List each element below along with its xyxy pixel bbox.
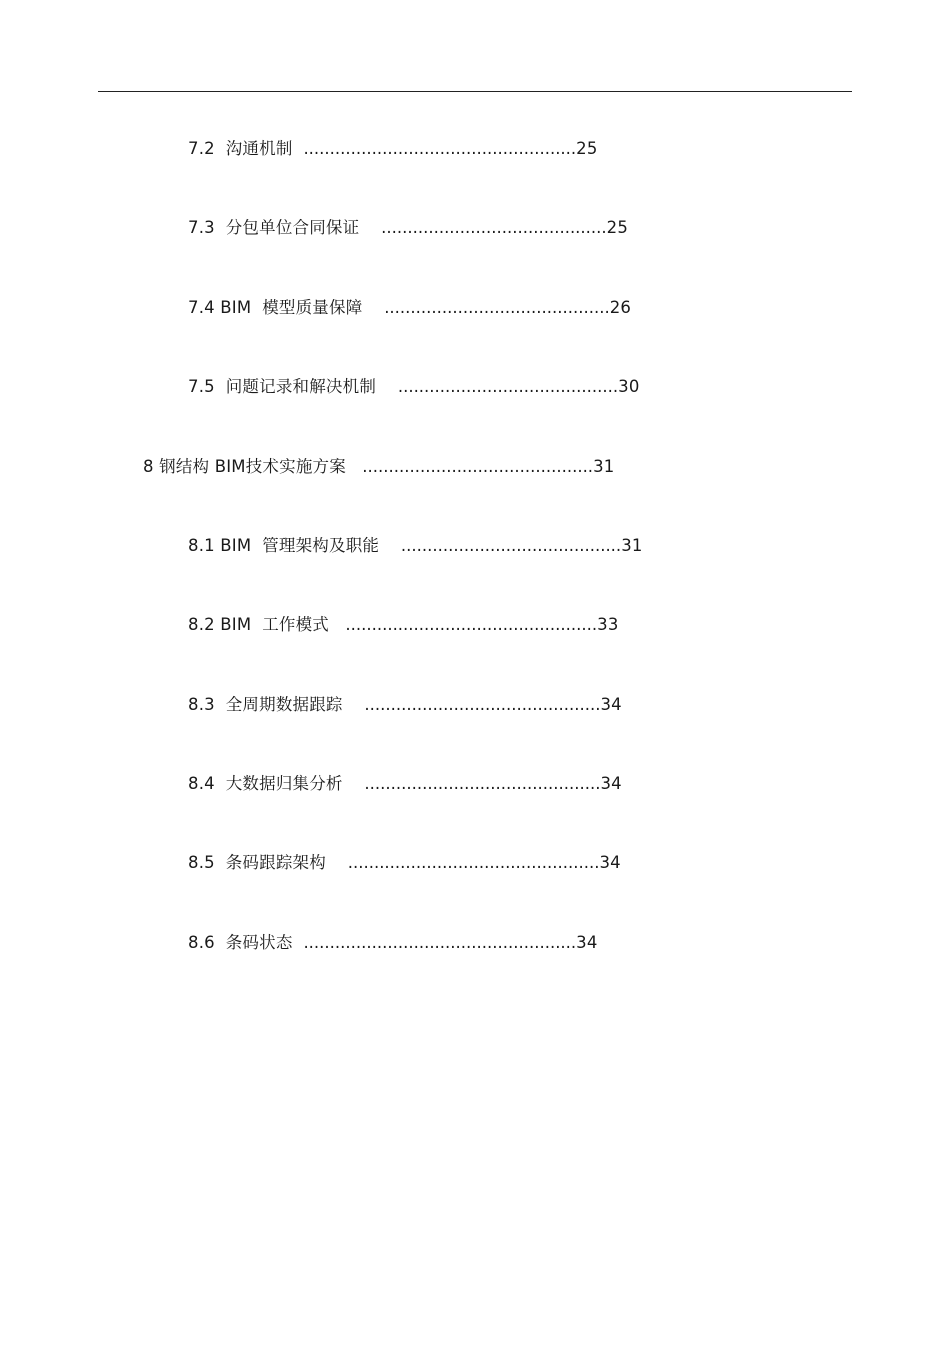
- toc-leader: ....................................................: [303, 933, 577, 952]
- toc-leader: ................................................: [347, 853, 600, 872]
- toc-leader: ............................................: [362, 457, 594, 476]
- toc-leader: .............................................: [364, 774, 601, 793]
- toc-leader: ..........................................: [397, 377, 619, 396]
- toc-title: 全周期数据跟踪: [225, 695, 343, 714]
- toc-title: 模型质量保障: [262, 298, 363, 317]
- toc-number: 8.1 BIM: [188, 536, 252, 555]
- toc-leader: ................................................: [345, 615, 598, 634]
- toc-page-number: 31: [593, 457, 615, 476]
- toc-title: 分包单位合同保证: [225, 218, 360, 237]
- toc-title: 管理架构及职能: [262, 536, 380, 555]
- toc-page-number: 26: [609, 298, 632, 317]
- toc-title: 沟通机制: [225, 139, 293, 158]
- toc-number: 8: [143, 457, 154, 476]
- toc-leader: .............................................: [364, 695, 601, 714]
- toc-title: 条码跟踪架构: [225, 853, 326, 872]
- toc-number: 8.2 BIM: [188, 615, 252, 634]
- toc-entry-7-3[interactable]: [188, 218, 628, 238]
- toc-entry-8-4[interactable]: [188, 774, 622, 794]
- toc-leader: ...........................................: [384, 298, 610, 317]
- toc-number: 7.4 BIM: [188, 298, 252, 317]
- toc-page-number: 25: [576, 139, 598, 158]
- toc-page-number: 34: [576, 933, 598, 952]
- toc-title: 大数据归集分析: [225, 774, 343, 793]
- toc-entry-7-5[interactable]: [188, 377, 640, 397]
- toc-title: 钢结构 BIM技术实施方案: [159, 457, 346, 476]
- toc-entry-8-2[interactable]: [188, 615, 619, 635]
- toc-entry-8-5[interactable]: [188, 853, 621, 873]
- toc-number: 7.2: [188, 139, 215, 158]
- toc-number: 8.6: [188, 933, 215, 952]
- toc-title: 问题记录和解决机制: [225, 377, 377, 396]
- toc-page-number: 34: [600, 695, 622, 714]
- toc-number: 7.3: [188, 218, 215, 237]
- toc-title: 条码状态: [225, 933, 293, 952]
- toc-entry-8-1[interactable]: [188, 536, 643, 556]
- toc-page-number: 34: [600, 774, 622, 793]
- toc-title: 工作模式: [262, 615, 330, 634]
- toc-page-number: 33: [597, 615, 619, 634]
- toc-entry-7-4[interactable]: [188, 298, 631, 318]
- toc-entry-8[interactable]: [143, 457, 614, 477]
- toc-number: 8.3: [188, 695, 215, 714]
- toc-page-number: 25: [606, 218, 629, 237]
- toc-page-number: 31: [621, 536, 643, 555]
- toc-number: 8.4: [188, 774, 215, 793]
- toc-leader: ..........................................: [400, 536, 622, 555]
- toc-number: 7.5: [188, 377, 215, 396]
- toc-number: 8.5: [188, 853, 215, 872]
- toc-entry-8-6[interactable]: [188, 933, 598, 953]
- toc-leader: ...........................................: [381, 218, 607, 237]
- toc-entry-7-2[interactable]: [188, 139, 598, 159]
- header-rule: [98, 91, 852, 92]
- toc-page-number: 30: [618, 377, 640, 396]
- toc-leader: ....................................................: [303, 139, 577, 158]
- toc-entry-8-3[interactable]: [188, 695, 622, 715]
- toc-page-number: 34: [599, 853, 621, 872]
